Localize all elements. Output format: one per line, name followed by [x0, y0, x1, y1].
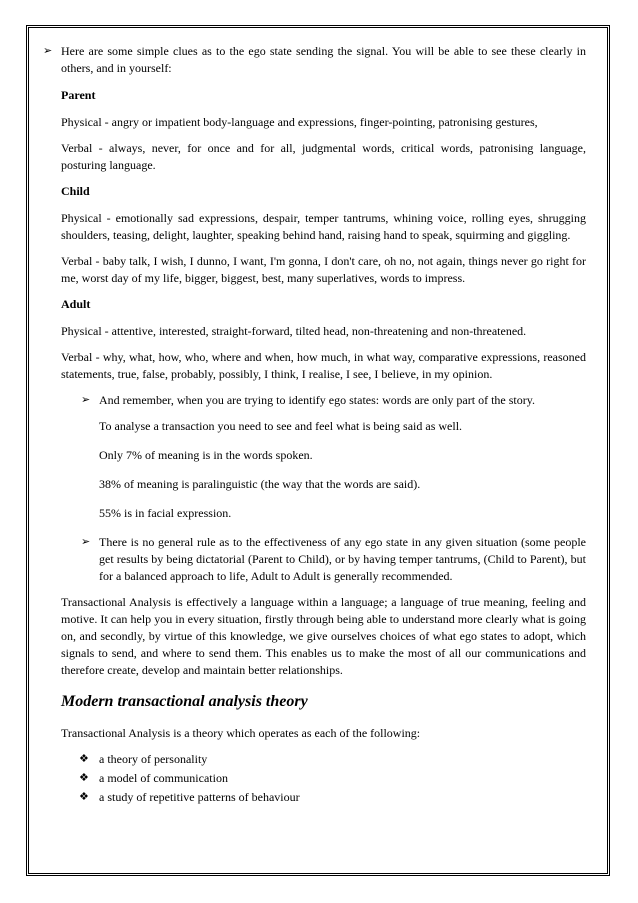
arrow-bullet-icon: ➢	[81, 536, 91, 548]
remember-line: To analyse a transaction you need to see and feel what is being said as well.	[99, 419, 463, 433]
parent-verbal: Verbal - always, never, for once and for all, judgmental words, critical words, patronising language, posturing language.	[61, 141, 586, 172]
intro-bullet	[23, 43, 586, 77]
summary-paragraph: Transactional Analysis is effectively a language within a language; a language of true meaning, feeling and motive. It can help you in every situation, firstly through being able to understand more clearly what is going on, and secondly, by virtue of this knowledge, we give ourselves choices of what ego states to adopt, which signals to send, and where to send them. This enables us to make the most of all our communications and therefore create, develop and maintain better relationships.	[61, 595, 586, 677]
list-item	[61, 770, 586, 787]
diamond-bullet-icon: ❖	[79, 772, 89, 784]
no-rule-text: There is no general rule as to the effectiveness of any ego state in any given situation (some people get results by being dictatorial (Parent to Child), or by having temper tantrums, (Child to Parent), but for a balanced approach to life, Adult to Adult is generally recommended.	[99, 535, 586, 583]
remember-line: Only 7% of meaning is in the words spoken.	[99, 448, 313, 462]
section-title: Modern transactional analysis theory	[61, 693, 308, 710]
adult-verbal: Verbal - why, what, how, who, where and when, how much, in what way, comparative expressions, reasoned statements, true, false, probably, possibly, I think, I realise, I see, I believe, in my opinion.	[61, 350, 586, 381]
list-item	[61, 789, 586, 806]
child-verbal: Verbal - baby talk, I wish, I dunno, I want, I'm gonna, I don't care, oh no, not again, things never go right for me, worst day of my life, bigger, biggest, best, many superlatives, words to impress.	[61, 254, 586, 285]
list-item-text: a study of repetitive patterns of behaviour	[99, 790, 300, 804]
child-physical: Physical - emotionally sad expressions, despair, temper tantrums, whining voice, rolling eyes, shrugging shoulders, teasing, delight, laughter, speaking behind hand, raising hand to speak, squirming and giggling.	[61, 211, 586, 242]
theory-list	[61, 751, 586, 806]
remember-text: And remember, when you are trying to identify ego states: words are only part of the story.	[99, 393, 535, 407]
section-intro: Transactional Analysis is a theory which operates as each of the following:	[61, 726, 421, 740]
intro-text: Here are some simple clues as to the ego state sending the signal. You will be able to see these clearly in others, and in yourself:	[61, 44, 586, 75]
arrow-bullet-icon: ➢	[81, 394, 91, 406]
diamond-bullet-icon: ❖	[79, 753, 89, 765]
child-heading: Child	[61, 184, 90, 198]
remember-line: 55% is in facial expression.	[99, 506, 232, 520]
list-item	[61, 751, 586, 768]
adult-heading: Adult	[61, 297, 91, 311]
parent-heading: Parent	[61, 88, 96, 102]
diamond-bullet-icon: ❖	[79, 791, 89, 803]
remember-line: 38% of meaning is paralinguistic (the way that the words are said).	[99, 477, 421, 491]
no-rule-bullet	[61, 534, 586, 585]
adult-physical: Physical - attentive, interested, straight-forward, tilted head, non-threatening and non-threatened.	[61, 324, 527, 338]
document-body	[43, 43, 586, 808]
list-item-text: a theory of personality	[99, 752, 208, 766]
parent-physical: Physical - angry or impatient body-language and expressions, finger-pointing, patronising gestures,	[61, 115, 538, 129]
list-item-text: a model of communication	[99, 771, 228, 785]
arrow-bullet-icon: ➢	[43, 45, 53, 57]
remember-bullet	[61, 392, 586, 409]
